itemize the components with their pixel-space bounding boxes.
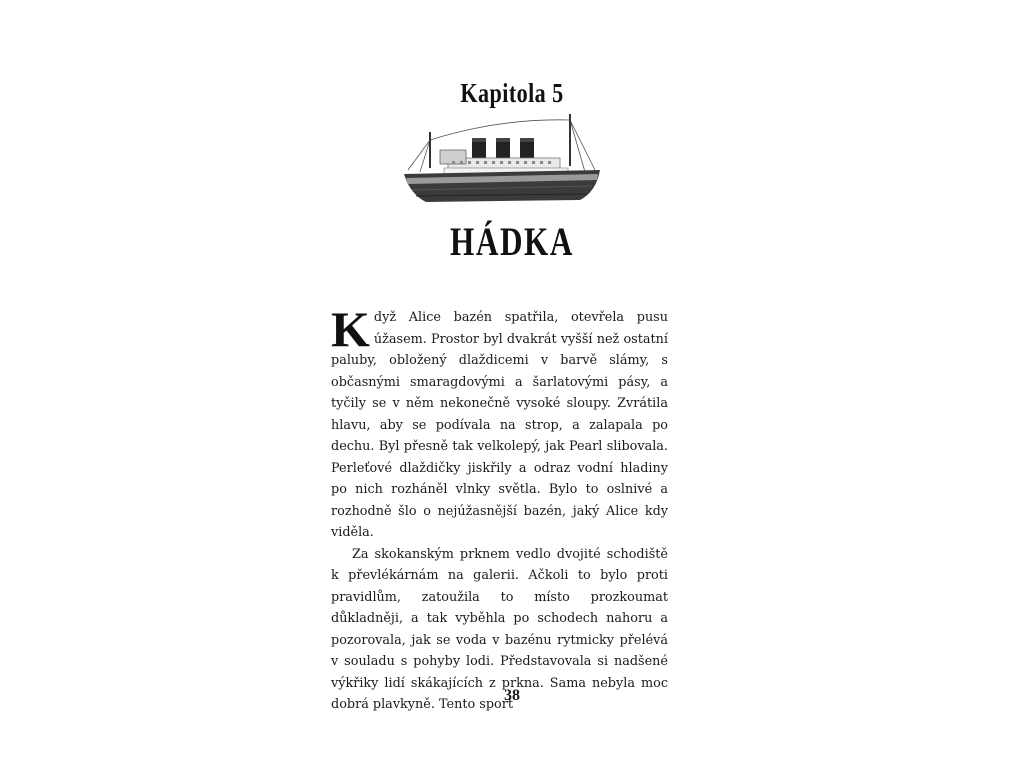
- ocean-liner-ship-icon: [400, 110, 606, 212]
- page-number: 38: [504, 687, 520, 704]
- drop-cap: K: [331, 301, 370, 357]
- paragraph-text: dyž Alice bazén spatřila, otevřela pusu úžasem. Prostor byl dvakrát vyšší než ostatní paluby, obložený dlaždicemi v barvě slámy, s občasnými smaragdovými a šarlatovými pásy, a tyčily se v něm nekonečně vysoké sloupy. Zvrátila hlavu, aby se podívala na strop, a zalapala po dechu. Byl přesně tak velkolepý, jak Pearl slibovala. Perleťové dlaždičky jiskřily a odraz vodní hladiny po nich rozháněl vlnky světla. Bylo to oslnivé a rozhodně šlo o nejúžasnější bazén, jaký Alice kdy viděla.: [331, 310, 668, 540]
- chapter-label: Kapitola 5: [460, 78, 564, 108]
- chapter-title: HÁDKA: [450, 219, 574, 264]
- chapter-body: [331, 301, 668, 716]
- paragraph: Za skokanským prknem vedlo dvojité schodiště k převlékárnám na galerii. Ačkoli to bylo proti pravidlům, zatoužila to místo prozkoumat důkladněji, a tak vyběhla po schodech nahoru a pozorovala, jak se voda v bazénu rytmicky přelévá v souladu s pohyby lodi. Představovala si nadšené výkřiky lidí skákajících z prkna. Sama nebyla moc dobrá plavkyně. Tento sport: [331, 546, 668, 712]
- paragraph: [331, 301, 668, 544]
